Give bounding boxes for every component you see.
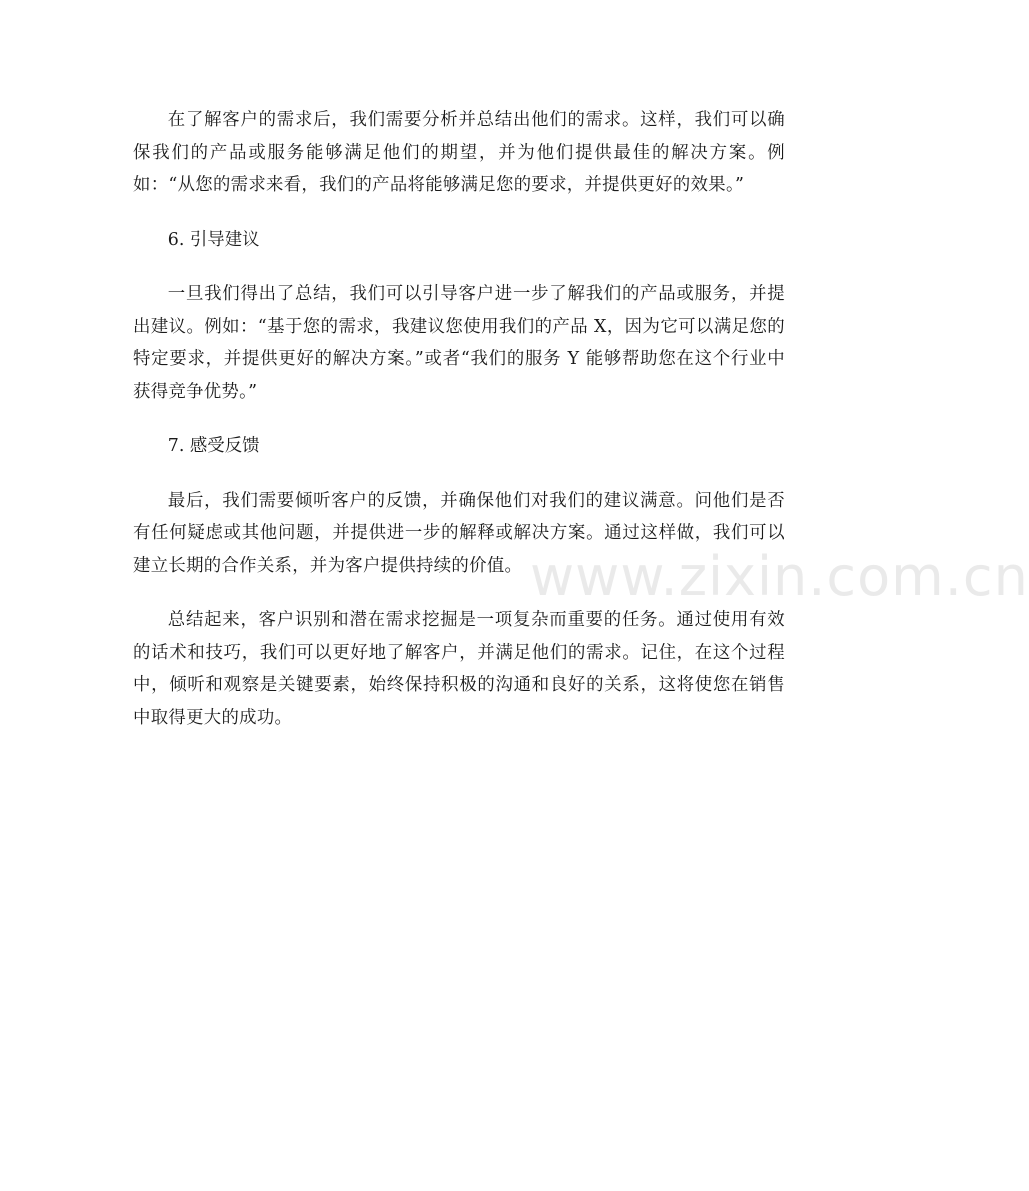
section-heading-6: 6. 引导建议 xyxy=(167,229,260,250)
watermark: www.zixin.com.cn xyxy=(530,545,1029,608)
paragraph-guide-suggestions: 一旦我们得出了总结，我们可以引导客户进一步了解我们的产品或服务，并提出建议。例如：“基于您的需求，我建议您使用我们的产品 X，因为它可以满足您的特定要求，并提供更好的解决方案。”或者“我们的服务 Y 能够帮助您在这个行业中获得竞争优势。” xyxy=(133,284,785,402)
paragraph-needs-summary: 在了解客户的需求后，我们需要分析并总结出他们的需求。这样，我们可以确保我们的产品或服务能够满足他们的期望，并为他们提供最佳的解决方案。例如：“从您的需求来看，我们的产品将能够满足您的要求，并提供更好的效果。” xyxy=(133,110,785,195)
paragraph-feedback: 最后，我们需要倾听客户的反馈，并确保他们对我们的建议满意。问他们是否有任何疑虑或其他问题，并提供进一步的解释或解决方案。通过这样做，我们可以建立长期的合作关系，并为客户提供持续的价值。 xyxy=(133,490,785,576)
paragraph-conclusion: 总结起来，客户识别和潜在需求挖掘是一项复杂而重要的任务。通过使用有效的话术和技巧，我们可以更好地了解客户，并满足他们的需求。记住，在这个过程中，倾听和观察是关键要素，始终保持积极的沟通和良好的关系，这将使您在销售中取得更大的成功。 xyxy=(133,610,785,728)
document-body xyxy=(133,104,785,734)
section-heading-7: 7. 感受反馈 xyxy=(167,436,260,456)
